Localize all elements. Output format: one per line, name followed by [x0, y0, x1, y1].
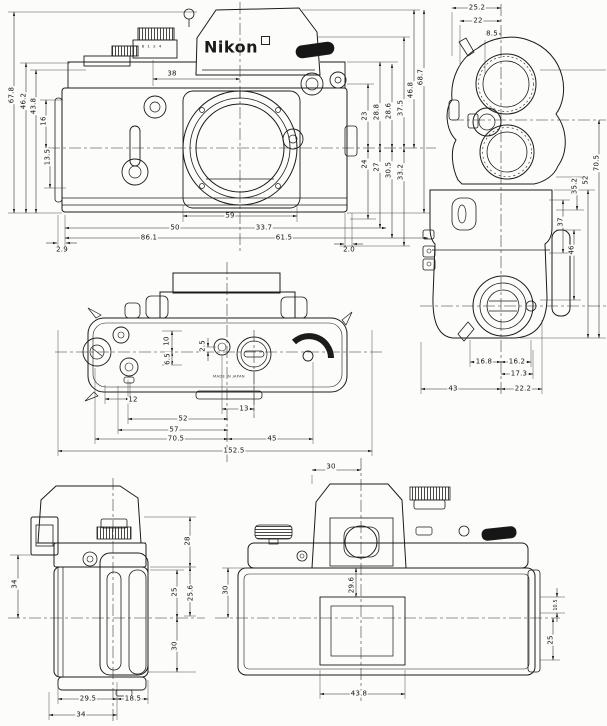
advance-lever-rear: [482, 526, 517, 540]
film-door-edge: [552, 230, 570, 316]
finder-head-profile: [447, 37, 565, 184]
dim-side-37: 37: [556, 217, 565, 227]
dim-lside-25-6: 25.6: [186, 584, 195, 602]
top-deck-controls: [83, 327, 331, 399]
dim-side-22-2: 22.2: [514, 384, 532, 393]
top-view-extension-lines: [58, 330, 372, 456]
dim-front-28-8: 28.8: [372, 103, 381, 121]
dim-front-2-0: 2.0: [343, 245, 355, 254]
top-view-drawing: [83, 273, 352, 401]
dim-side-25-2: 25.2: [468, 3, 486, 12]
shutter-dial-rear: [410, 487, 450, 500]
dim-side-16-2: 16.2: [508, 357, 526, 366]
nikon-logo: Nikon: [204, 37, 258, 57]
advance-lever: [295, 41, 334, 58]
film-back-door: [238, 568, 535, 675]
dim-back-25: 25: [546, 635, 555, 645]
dim-front-33-2: 33.2: [396, 163, 405, 181]
dim-top-45: 45: [267, 434, 277, 443]
dim-side-52: 52: [581, 175, 590, 185]
back-view-drawing: [238, 484, 540, 675]
dim-back-29-6: 29.6: [347, 576, 356, 594]
dim-top-70-5: 70.5: [167, 434, 185, 443]
bottom-mount-circle: [458, 276, 536, 341]
dim-top-10: 10: [162, 336, 171, 346]
made-in-japan-engraving: MADE IN JAPAN: [213, 374, 245, 379]
dim-side-22: 22: [473, 16, 483, 25]
side-dimension-lines: [421, 8, 599, 389]
side-view-drawing: [423, 37, 570, 341]
dim-side-16-8: 16.8: [475, 357, 493, 366]
dim-top-52: 52: [178, 414, 188, 423]
asa-dial: [480, 125, 534, 179]
dim-front-33-7: 33.7: [255, 223, 273, 232]
dim-front-59: 59: [225, 211, 235, 220]
dim-back-30-top: 30: [326, 462, 336, 471]
dim-lside-25: 25: [170, 587, 179, 597]
dim-lside-28: 28: [183, 536, 192, 546]
dim-front-23: 23: [360, 111, 369, 121]
prism-hump: [125, 273, 307, 318]
dim-front-28-6: 28.6: [384, 102, 393, 120]
dim-back-30-left: 30: [221, 585, 230, 595]
dim-lside-30: 30: [170, 641, 179, 651]
shutter-scale-text: 8 1 2 4: [141, 44, 163, 49]
dim-front-46-8: 46.8: [406, 81, 415, 99]
dim-front-86-1: 86.1: [140, 233, 158, 242]
dim-front-24: 24: [360, 159, 369, 169]
dim-top-57: 57: [169, 425, 179, 434]
shutter-button: [214, 339, 230, 355]
dim-front-13-5: 13.5: [43, 148, 52, 166]
dim-front-37-5: 37.5: [396, 99, 405, 117]
dim-lside-18-5: 18.5: [124, 694, 142, 703]
dim-top-6-5: 6.5: [163, 353, 172, 365]
left-side-centerlines: [8, 478, 205, 722]
dim-front-2-9: 2.9: [56, 245, 68, 254]
dim-side-35-2: 35.2: [570, 177, 579, 195]
logo-badge: [261, 36, 270, 45]
dim-front-38: 38: [167, 69, 177, 78]
back-panel-window: [320, 597, 405, 665]
dim-front-16: 16: [39, 116, 48, 126]
rewind-crank-rear: [255, 525, 292, 539]
dim-side-8-5: 8.5: [486, 29, 498, 38]
dim-side-43: 43: [448, 384, 458, 393]
left-side-dimension-lines: [18, 517, 190, 715]
dim-front-67-8: 67.8: [7, 86, 16, 104]
side-body: [423, 190, 570, 338]
dim-side-46: 46: [567, 245, 576, 255]
dim-front-68-7: 68.7: [416, 68, 425, 86]
dim-front-50: 50: [170, 223, 180, 232]
dim-back-10-5: 10.5: [552, 599, 559, 611]
lens-mount: [183, 91, 300, 208]
dim-lside-29-5: 29.5: [79, 694, 97, 703]
dim-front-43-8: 43.8: [29, 97, 38, 115]
dim-top-13: 13: [239, 404, 249, 413]
top-plate-rear: [248, 543, 528, 568]
dim-front-46-2: 46.2: [19, 92, 28, 110]
dim-lside-34-bottom: 34: [76, 710, 86, 719]
dim-front-27: 27: [372, 162, 381, 172]
dim-side-70-5: 70.5: [592, 154, 601, 172]
dim-side-17-3: 17.3: [510, 369, 528, 378]
dim-front-61-5: 61.5: [275, 233, 293, 242]
back-dimension-lines: [228, 470, 557, 694]
dim-front-30-5: 30.5: [384, 161, 393, 179]
dim-top-12: 12: [128, 395, 138, 404]
dim-lside-34-left: 34: [10, 579, 19, 589]
dim-back-43-8: 43.8: [350, 689, 368, 698]
dim-top-152-5: 152.5: [223, 446, 245, 455]
left-side-view-drawing: [31, 486, 148, 696]
dim-top-2-5: 2.5: [198, 340, 207, 352]
